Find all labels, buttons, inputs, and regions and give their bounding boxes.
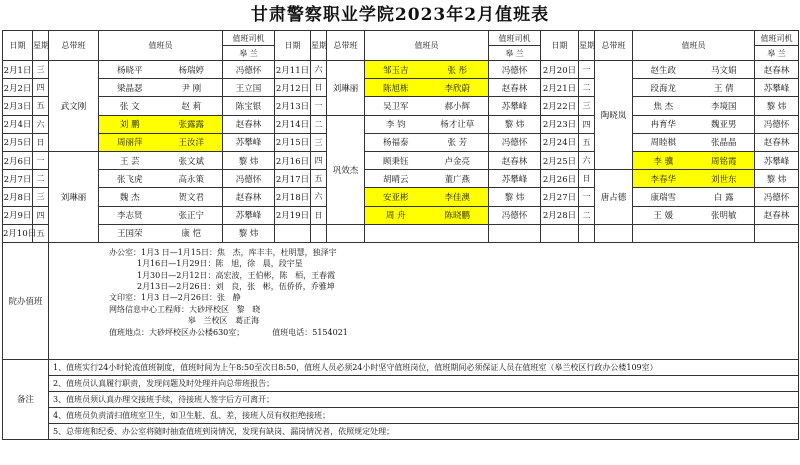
header-weekday: 星期 <box>33 31 49 61</box>
weekday-cell: 五 <box>311 170 327 188</box>
date-cell: 2月17日 <box>275 170 311 188</box>
leader-cell: 陶晓岚 <box>595 61 633 170</box>
staff-name: 李志贤 <box>116 211 143 222</box>
staff-name: 胡晴云 <box>382 174 409 185</box>
date-cell: 2月16日 <box>275 151 311 169</box>
staff-name: 赵生政 <box>650 65 676 76</box>
header-weekday: 星期 <box>311 31 327 61</box>
driver-cell: 黎 炜 <box>489 188 541 206</box>
empty-cell <box>327 224 365 242</box>
notes-label: 备注 <box>3 359 49 439</box>
date-cell: 2月15日 <box>275 133 311 151</box>
date-cell: 2月12日 <box>275 79 311 97</box>
header-date: 日期 <box>3 31 33 61</box>
table-row <box>3 151 799 169</box>
weekday-cell: 日 <box>311 206 327 224</box>
staff-name: 康瑞雪 <box>650 192 676 203</box>
staff-name: 王 倩 <box>713 83 734 94</box>
weekday-cell: 三 <box>311 133 327 151</box>
driver-cell: 赵春林 <box>223 115 275 133</box>
header-driver-campus: 皋 兰 <box>223 46 275 61</box>
staff-name: 王汝洋 <box>178 138 204 149</box>
staff-name: 顾秉钰 <box>382 156 409 167</box>
driver-cell: 冯德怀 <box>223 170 275 188</box>
empty-cell <box>633 224 755 242</box>
date-cell: 2月28日 <box>541 206 579 224</box>
date-cell: 2月9日 <box>3 206 33 224</box>
driver-cell: 赵春林 <box>755 133 799 151</box>
driver-cell: 苏攀峰 <box>223 133 275 151</box>
driver-cell: 冯德怀 <box>489 61 541 79</box>
staff-cell <box>99 224 223 242</box>
weekday-cell: 五 <box>33 97 49 115</box>
table-row <box>3 97 799 115</box>
weekday-cell: 六 <box>579 151 595 169</box>
staff-name: 尹 刚 <box>181 83 202 94</box>
date-cell: 2月2日 <box>3 79 33 97</box>
staff-name: 梁晶瑟 <box>116 83 143 94</box>
staff-cell <box>633 133 755 151</box>
weekday-cell: 三 <box>33 188 49 206</box>
staff-name: 杨才让草 <box>440 120 475 131</box>
office-line: 办公室：1月3 日—1月15日：焦 杰，库丰丰，杜明慧，独泽宇 <box>109 247 337 257</box>
weekday-cell: 一 <box>33 151 49 169</box>
driver-cell: 冯德怀 <box>489 133 541 151</box>
table-row <box>3 133 799 151</box>
staff-name: 刘世东 <box>710 174 737 185</box>
staff-cell <box>99 79 223 97</box>
date-cell: 2月18日 <box>275 188 311 206</box>
staff-name: 刘 鹏 <box>119 120 140 131</box>
driver-cell: 陈宝银 <box>223 97 275 115</box>
staff-cell <box>633 151 755 169</box>
empty-cell <box>755 224 799 242</box>
staff-name: 张正宁 <box>178 211 204 222</box>
weekday-cell: 二 <box>579 79 595 97</box>
staff-name: 周丽萍 <box>116 138 143 149</box>
office-line: 1月16日—1月29日：陈 旭，徐 晨，段宇星 <box>109 259 303 269</box>
staff-cell <box>365 188 489 206</box>
weekday-cell: 三 <box>579 97 595 115</box>
staff-name: 卢金亮 <box>444 156 470 167</box>
date-cell: 2月26日 <box>541 170 579 188</box>
staff-name: 马文娟 <box>710 65 737 76</box>
note-row <box>3 391 799 407</box>
empty-cell <box>311 224 327 242</box>
staff-cell <box>365 151 489 169</box>
leader-cell: 唐占德 <box>595 170 633 225</box>
table-row <box>3 206 799 224</box>
staff-name: 王 媛 <box>653 211 674 222</box>
table-row <box>3 170 799 188</box>
date-cell: 2月23日 <box>541 115 579 133</box>
table-row <box>3 115 799 133</box>
empty-cell <box>595 224 633 242</box>
staff-name: 张露露 <box>178 120 204 131</box>
staff-cell <box>633 61 755 79</box>
header-driver-campus: 皋 兰 <box>755 46 799 61</box>
office-line: 文印室：1月3 日—2月26日：张 静 <box>109 293 241 303</box>
staff-name: 魏 杰 <box>119 192 140 203</box>
staff-name: 李春华 <box>650 174 676 185</box>
note-row <box>3 359 799 375</box>
staff-name: 张明敏 <box>710 211 737 222</box>
driver-cell: 黎 炜 <box>755 97 799 115</box>
note-item: 3、值班员须认真办理交接班手续，待接班人签字后方可离开； <box>49 391 799 407</box>
driver-cell: 冯德怀 <box>223 61 275 79</box>
staff-name: 张晶晶 <box>710 138 737 149</box>
staff-cell <box>99 170 223 188</box>
date-cell: 2月7日 <box>3 170 33 188</box>
driver-cell: 赵春林 <box>223 188 275 206</box>
header-weekday: 星期 <box>579 31 595 61</box>
header-date: 日期 <box>541 31 579 61</box>
staff-name: 李境国 <box>710 101 737 112</box>
date-cell: 2月10日 <box>3 224 33 242</box>
date-cell: 2月3日 <box>3 97 33 115</box>
driver-cell: 黎 炜 <box>755 170 799 188</box>
staff-name: 张 文 <box>119 101 140 112</box>
staff-name: 白 露 <box>713 192 734 203</box>
staff-name: 王 芸 <box>119 156 140 167</box>
weekday-cell: 二 <box>579 206 595 224</box>
office-line: 网络信息中心工程师：大砂坪校区 黎 晓 <box>109 304 261 314</box>
driver-cell: 王立国 <box>223 79 275 97</box>
driver-cell: 冯德怀 <box>755 188 799 206</box>
staff-name: 周铭霞 <box>710 156 737 167</box>
date-cell: 2月22日 <box>541 97 579 115</box>
staff-cell <box>99 188 223 206</box>
staff-name: 张 芳 <box>447 138 468 149</box>
leader-cell: 巩效杰 <box>327 115 365 224</box>
staff-cell <box>365 79 489 97</box>
duty-roster-table <box>2 30 799 440</box>
staff-name: 陈晓鹏 <box>444 211 470 222</box>
office-row <box>3 242 799 359</box>
driver-cell: 赵春林 <box>755 61 799 79</box>
staff-cell <box>633 170 755 188</box>
staff-name: 贺文君 <box>178 192 204 203</box>
staff-name: 周 舟 <box>385 211 406 222</box>
date-cell: 2月27日 <box>541 188 579 206</box>
staff-name: 康 恺 <box>181 229 202 240</box>
date-cell: 2月19日 <box>275 206 311 224</box>
staff-name: 李 骥 <box>653 156 674 167</box>
date-cell: 2月24日 <box>541 133 579 151</box>
driver-cell: 赵春林 <box>755 206 799 224</box>
weekday-cell: 一 <box>579 188 595 206</box>
note-row <box>3 375 799 391</box>
date-cell: 2月6日 <box>3 151 33 169</box>
office-line: 1月30日—2月12日：高宏波，王伯彬，陈 栢，王春霞 <box>109 270 336 280</box>
staff-cell <box>633 206 755 224</box>
driver-cell: 黎 炜 <box>489 115 541 133</box>
driver-cell: 苏攀峰 <box>489 170 541 188</box>
weekday-cell: 四 <box>579 115 595 133</box>
staff-cell <box>99 206 223 224</box>
driver-cell: 黎 炜 <box>223 151 275 169</box>
staff-name: 杨瑞婷 <box>178 65 204 76</box>
staff-name: 张 彤 <box>447 65 468 76</box>
weekday-cell: 六 <box>33 115 49 133</box>
staff-name: 安亚彬 <box>382 192 409 203</box>
office-line: 皋 兰校区 葛正海 <box>109 316 260 326</box>
weekday-cell: 一 <box>311 97 327 115</box>
leader-cell: 刘琳丽 <box>49 151 99 242</box>
note-row <box>3 407 799 423</box>
date-cell: 2月4日 <box>3 115 33 133</box>
empty-cell <box>365 224 489 242</box>
staff-cell <box>365 115 489 133</box>
staff-name: 高永策 <box>178 174 204 185</box>
header-staff: 值班员 <box>365 31 489 61</box>
date-cell: 2月14日 <box>275 115 311 133</box>
staff-cell <box>365 170 489 188</box>
staff-name: 冉育华 <box>650 120 676 131</box>
driver-cell: 苏攀峰 <box>755 151 799 169</box>
page-title: 甘肃警察职业学院2023年2月值班表 <box>250 5 550 25</box>
staff-name: 董广燕 <box>444 174 470 185</box>
leader-cell: 武文刚 <box>49 61 99 152</box>
staff-name: 张文斌 <box>178 156 204 167</box>
staff-cell <box>99 61 223 79</box>
date-cell: 2月13日 <box>275 97 311 115</box>
empty-cell <box>275 224 311 242</box>
staff-cell <box>99 115 223 133</box>
empty-cell <box>579 224 595 242</box>
staff-cell <box>99 133 223 151</box>
date-cell: 2月5日 <box>3 133 33 151</box>
staff-cell <box>365 61 489 79</box>
header-driver: 值班司机 <box>223 31 275 46</box>
staff-cell <box>365 97 489 115</box>
driver-cell: 冯德怀 <box>489 206 541 224</box>
staff-name: 李欣蔚 <box>444 83 470 94</box>
header-driver: 值班司机 <box>755 31 799 46</box>
staff-name: 吴卫军 <box>382 101 409 112</box>
header-row <box>3 31 799 46</box>
staff-name: 杨晓平 <box>116 65 143 76</box>
weekday-cell: 日 <box>33 133 49 151</box>
weekday-cell: 四 <box>33 79 49 97</box>
staff-name: 赵 莉 <box>181 101 202 112</box>
driver-cell: 赵春林 <box>489 151 541 169</box>
weekday-cell: 六 <box>311 61 327 79</box>
driver-cell: 黎 炜 <box>223 224 275 242</box>
date-cell: 2月25日 <box>541 151 579 169</box>
staff-name: 李佳澳 <box>444 192 470 203</box>
driver-cell: 苏攀峰 <box>223 206 275 224</box>
weekday-cell: 六 <box>311 188 327 206</box>
weekday-cell: 二 <box>311 115 327 133</box>
date-cell: 2月1日 <box>3 61 33 79</box>
header-leader: 总带班 <box>595 31 633 61</box>
weekday-cell: 日 <box>311 79 327 97</box>
staff-name: 焦 杰 <box>653 101 674 112</box>
header-staff: 值班员 <box>99 31 223 61</box>
staff-cell <box>99 151 223 169</box>
note-item: 2、值班员认真履行职责，发现问题及时处理并向总带班报告； <box>49 375 799 391</box>
note-row <box>3 423 799 439</box>
table-row <box>3 61 799 79</box>
staff-name: 周睦棋 <box>650 138 676 149</box>
weekday-cell: 三 <box>33 61 49 79</box>
staff-cell <box>633 97 755 115</box>
weekday-cell: 四 <box>311 151 327 169</box>
office-line: 值班地点：大砂坪校区办公楼630室； 值班电话：5154021 <box>109 327 348 337</box>
staff-cell <box>365 206 489 224</box>
staff-cell <box>365 133 489 151</box>
date-cell: 2月8日 <box>3 188 33 206</box>
header-leader: 总带班 <box>327 31 365 61</box>
weekday-cell: 二 <box>33 170 49 188</box>
header-date: 日期 <box>275 31 311 61</box>
staff-name: 陈旭栋 <box>382 83 409 94</box>
empty-cell <box>489 224 541 242</box>
staff-cell <box>633 115 755 133</box>
staff-name: 魏亚男 <box>710 120 737 131</box>
office-duty-info <box>49 242 799 359</box>
header-driver-campus: 皋 兰 <box>489 46 541 61</box>
staff-name: 王国荣 <box>116 229 143 240</box>
weekday-cell: 五 <box>33 224 49 242</box>
staff-cell <box>633 188 755 206</box>
date-cell: 2月20日 <box>541 61 579 79</box>
table-row <box>3 224 799 242</box>
note-item: 5、总带班和纪委、办公室将随时抽查值班到岗情况，发现有缺岗、漏岗情况者，依照规定处理； <box>49 423 799 439</box>
staff-name: 张飞虎 <box>116 174 143 185</box>
header-driver: 值班司机 <box>489 31 541 46</box>
staff-name: 李 钧 <box>385 120 406 131</box>
office-line: 2月13日—2月26日：刘 良，张 彬，伍侨侨，乔雅坤 <box>109 282 335 292</box>
table-row <box>3 188 799 206</box>
staff-name: 段海龙 <box>650 83 676 94</box>
leader-cell: 刘琳丽 <box>327 61 365 116</box>
staff-name: 邹玉吉 <box>382 65 409 76</box>
driver-cell: 苏攀峰 <box>755 79 799 97</box>
weekday-cell: 一 <box>579 61 595 79</box>
header-staff: 值班员 <box>633 31 755 61</box>
driver-cell: 赵春林 <box>489 79 541 97</box>
table-row <box>3 79 799 97</box>
driver-cell: 冯德怀 <box>755 115 799 133</box>
date-cell: 2月11日 <box>275 61 311 79</box>
note-item: 1、值班实行24小时轮流值班制度，值班时间为上午8:50至次日8:50，值班人员必须24小时坚守值班岗位，值班期间必须保证人员在值班室（皋兰校区行政办公楼109室） <box>49 359 799 375</box>
weekday-cell: 日 <box>579 170 595 188</box>
weekday-cell: 四 <box>33 206 49 224</box>
staff-name: 郝小辉 <box>444 101 470 112</box>
note-item: 4、值班员负责清扫值班室卫生，如卫生脏、乱、差，接班人员有权拒绝接班； <box>49 407 799 423</box>
header-leader: 总带班 <box>49 31 99 61</box>
driver-cell: 苏攀峰 <box>489 97 541 115</box>
office-label: 院办值班 <box>3 242 49 359</box>
staff-cell <box>633 79 755 97</box>
empty-cell <box>541 224 579 242</box>
weekday-cell: 五 <box>579 133 595 151</box>
staff-name: 杨福泰 <box>382 138 409 149</box>
staff-cell <box>99 97 223 115</box>
date-cell: 2月21日 <box>541 79 579 97</box>
